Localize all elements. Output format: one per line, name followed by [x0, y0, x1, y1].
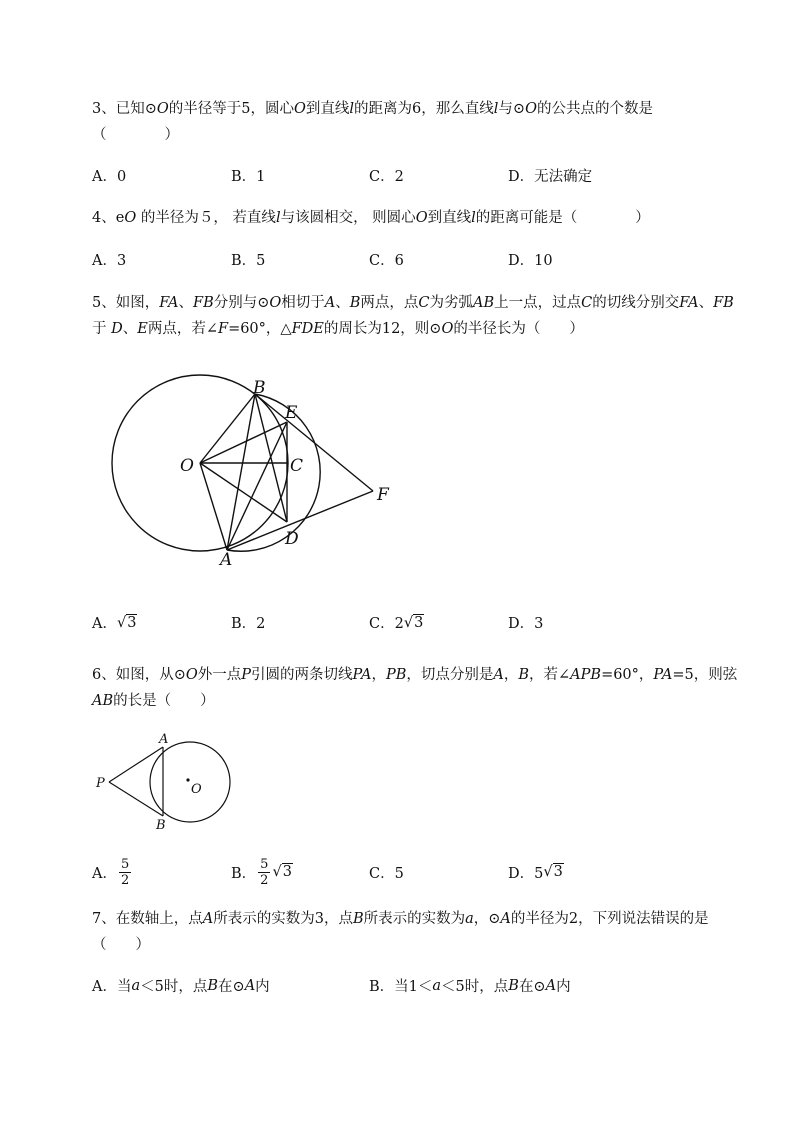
question-5-stem-line-2: 于 D、E两点，若∠F=60°，△FDE的周长为12，则⊙O的半径长为（ ） [92, 321, 584, 337]
option-c[interactable]: C．5 [369, 865, 404, 882]
option-b[interactable]: B．5 [231, 253, 266, 269]
question-7 [92, 906, 752, 958]
label-a: A [159, 732, 169, 747]
question-3-answer-paren: （ ） [92, 127, 179, 143]
question-7-stem: 7、在数轴上，点A所表示的实数为3，点B所表示的实数为a，⊙A的半径为2，下列说法错误的是 [92, 911, 709, 927]
option-b[interactable]: B．2 [231, 616, 266, 632]
label-b: B [156, 818, 166, 833]
option-b[interactable]: B．1 [231, 169, 266, 185]
question-7-answer-paren: （ ） [92, 937, 150, 953]
label-a: A [220, 550, 233, 570]
label-e: E [285, 403, 298, 423]
option-a[interactable]: A．当 a ＜5时，点 B 在⊙ A 内 [92, 977, 270, 995]
tangent-pb [109, 782, 163, 816]
option-a[interactable]: A． √3 [92, 614, 137, 632]
label-d: D [285, 529, 299, 549]
option-d[interactable]: D．10 [508, 253, 553, 269]
center-dot [186, 778, 189, 781]
option-d[interactable]: D．3 [508, 616, 544, 632]
sqrt-symbol: √3 [543, 864, 563, 880]
sqrt-symbol: √3 [116, 614, 137, 631]
question-7-options [92, 975, 752, 1003]
question-4-stem: 4、eO 的半径为５， 若直线l与该圆相交， 则圆心O到直线l的距离可能是（ ） [92, 210, 650, 226]
sqrt-symbol: √3 [403, 614, 424, 631]
fraction: $\frac{5}{2}$ [260, 856, 269, 888]
option-d[interactable]: D．无法确定 [508, 169, 593, 185]
question-5-stem-line-1: 5、如图，FA、FB分别与⊙O相切于A、B两点，点C为劣弧AB上一点，过点C的切线分别交FA、FB [92, 295, 734, 311]
option-b[interactable]: B．当1＜ a ＜5时，点 B 在⊙ A 内 [369, 977, 571, 995]
label-c: C [290, 456, 304, 476]
label-o: O [191, 782, 202, 797]
question-3-stem: 3、已知⊙O的半径等于5，圆心O到直线l的距离为6，那么直线l与⊙O的公共点的个数是 [92, 101, 653, 117]
option-a[interactable]: A． $\frac{5}{2}$ [92, 856, 130, 888]
question-6-options [92, 856, 752, 888]
option-c[interactable]: C．2 √3 [369, 614, 424, 632]
option-a[interactable]: A．0 [92, 169, 127, 185]
question-6-stem-line-1: 6、如图，从⊙O外一点P引圆的两条切线PA，PB，切点分别是A，B，若∠APB=60°，PA=5，则弦 [92, 667, 738, 683]
option-c[interactable]: C．2 [369, 169, 404, 185]
label-o: O [180, 456, 194, 476]
option-a[interactable]: A．3 [92, 253, 127, 269]
label-p: P [96, 776, 105, 791]
circle-o [150, 742, 230, 822]
question-6-stem-line-2: AB的长是（ ） [92, 693, 215, 709]
option-c[interactable]: C．6 [369, 253, 404, 269]
option-b[interactable]: B． $\frac{5}{2}$ √3 [231, 856, 292, 888]
label-b: B [253, 378, 266, 398]
option-d[interactable]: D．5 √3 [508, 864, 563, 882]
fraction: $\frac{5}{2}$ [120, 856, 130, 888]
label-f: F [377, 485, 389, 505]
sqrt-symbol: √3 [272, 864, 292, 880]
tangent-pa [109, 747, 163, 782]
